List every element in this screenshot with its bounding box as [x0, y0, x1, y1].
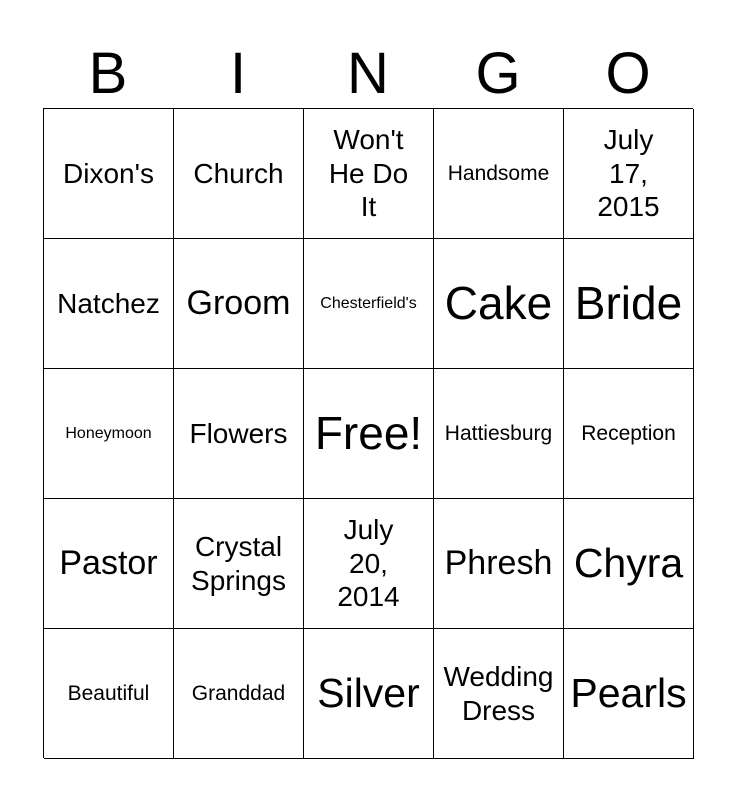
- header-letter-n: N: [347, 41, 389, 106]
- header-letter-g: G: [475, 41, 521, 106]
- bingo-cell[interactable]: [434, 629, 564, 759]
- bingo-cell[interactable]: [174, 239, 304, 369]
- cell-text: Beautiful: [67, 681, 150, 705]
- bingo-cell[interactable]: [44, 109, 174, 239]
- cell-text: Chesterfield's: [320, 294, 417, 312]
- bingo-cell[interactable]: [44, 499, 174, 629]
- cell-text: Natchez: [57, 287, 160, 319]
- cell-text: Bride: [574, 276, 683, 329]
- bingo-cell[interactable]: [434, 499, 564, 629]
- bingo-cell[interactable]: [174, 109, 304, 239]
- cell-text: Chyra: [573, 539, 684, 586]
- cell-text: Honeymoon: [65, 424, 152, 442]
- cell-text: Pearls: [570, 669, 687, 716]
- bingo-cell[interactable]: [304, 499, 434, 629]
- cell-text: Hattiesburg: [444, 421, 553, 445]
- bingo-cell[interactable]: [304, 629, 434, 759]
- bingo-header: [43, 40, 693, 108]
- bingo-cell[interactable]: [174, 369, 304, 499]
- bingo-cell[interactable]: [44, 239, 174, 369]
- cell-text: Dixon's: [63, 157, 154, 189]
- cell-text: Pastor: [59, 544, 158, 583]
- cell-text: Wedding Dress: [443, 660, 554, 726]
- cell-text: July 20, 2014: [337, 514, 400, 613]
- bingo-cell[interactable]: [174, 499, 304, 629]
- cell-text: Silver: [317, 669, 420, 716]
- cell-text: Church: [193, 157, 284, 189]
- bingo-cell[interactable]: [434, 109, 564, 239]
- cell-text: Won't He Do It: [328, 124, 409, 223]
- bingo-cell[interactable]: [304, 109, 434, 239]
- bingo-cell[interactable]: [44, 369, 174, 499]
- bingo-board: [43, 108, 693, 758]
- cell-text: Phresh: [444, 544, 553, 583]
- header-letter-b: B: [88, 41, 128, 106]
- cell-text: Crystal Springs: [191, 530, 286, 596]
- free-space: Free!: [314, 406, 423, 459]
- bingo-cell[interactable]: [304, 369, 434, 499]
- cell-text: Cake: [444, 276, 553, 329]
- cell-text: Reception: [581, 421, 676, 445]
- header-letter-i: I: [229, 41, 247, 106]
- bingo-cell[interactable]: [304, 239, 434, 369]
- bingo-cell[interactable]: [564, 369, 694, 499]
- cell-text: Granddad: [191, 681, 286, 705]
- bingo-cell[interactable]: [434, 239, 564, 369]
- bingo-cell[interactable]: [434, 369, 564, 499]
- bingo-cell[interactable]: [564, 239, 694, 369]
- bingo-cell[interactable]: [564, 499, 694, 629]
- cell-text: Groom: [186, 284, 291, 323]
- bingo-cell[interactable]: [44, 629, 174, 759]
- cell-text: Handsome: [447, 161, 550, 185]
- bingo-cell[interactable]: [174, 629, 304, 759]
- cell-text: July 17, 2015: [597, 124, 660, 223]
- header-letter-o: O: [605, 41, 651, 106]
- bingo-cell[interactable]: [564, 629, 694, 759]
- bingo-cell[interactable]: [564, 109, 694, 239]
- cell-text: Flowers: [189, 417, 288, 449]
